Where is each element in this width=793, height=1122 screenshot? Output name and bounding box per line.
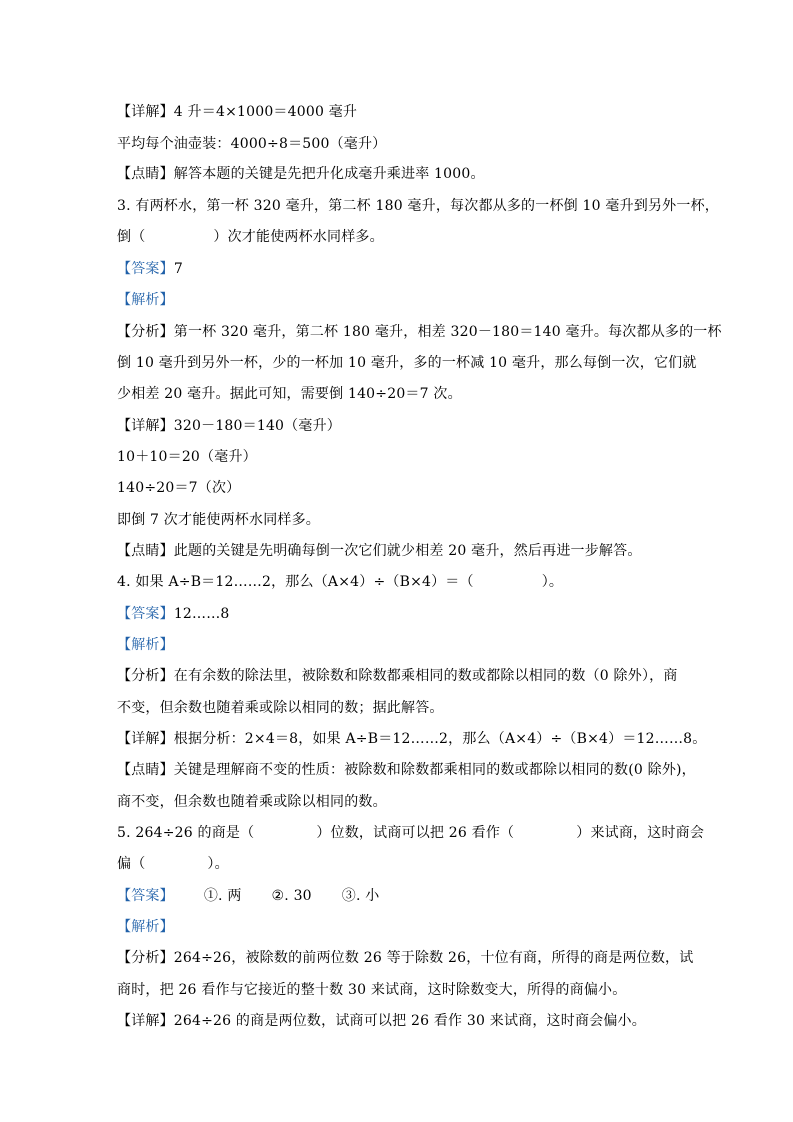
answer-line-3 [117,259,183,279]
analysis-line-4a: 【分析】在有余数的除法里，被除数和除数都乘相同的数或都除以相同的数（0 除外），商 [117,668,678,684]
answer-value-2: ②. 30 [271,888,312,904]
detail-line-3a: 【详解】320－180＝140（毫升） [117,418,341,434]
detail-line-5: 【详解】264÷26 的商是两位数，试商可以把 26 看作 30 来试商，这时商会偏小。 [117,1013,646,1029]
analysis-line-4b: 不变，但余数也随着乘或除以相同的数；据此解答。 [117,700,444,716]
question-3-line-2 [117,227,384,247]
detail-line-3c: 140÷20＝7（次） [117,480,241,496]
analysis-line-3b: 倒 10 毫升到另外一杯，少的一杯加 10 毫升，多的一杯减 10 毫升，那么每倒一次，它们就 [117,355,697,371]
question-4-line [117,572,563,592]
answer-line-4 [117,604,230,624]
average-line: 平均每个油壶装：4000÷8＝500（毫升） [117,136,387,152]
answer-value-3: ③. 小 [341,888,380,904]
answer-tag: 【答案】 [117,606,174,622]
analysis-line-3c: 少相差 20 毫升。据此可知，需要倒 140÷20＝7 次。 [117,386,462,402]
question-5-line-2 [117,854,229,874]
answer-value-1: ①. 两 [203,888,242,904]
q5-text-a: 5. 264÷26 的商是（ [117,825,255,841]
analysis-tag-4: 【解析】 [117,637,174,653]
detail-line-4: 【详解】根据分析：2×4＝8，如果 A÷B＝12……2，那么（A×4）÷（B×4）＝12……8。 [117,731,707,747]
q5-text-c: ）来试商，这时商会 [576,825,705,841]
analysis-tag-3: 【解析】 [117,292,174,308]
analysis-line-5b: 商时，把 26 看作与它接近的整十数 30 来试商，这时除数变大，所得的商偏小。 [117,982,627,998]
point-line-4a: 【点睛】关键是理解商不变的性质：被除数和除数都乘相同的数或都除以相同的数(0 除外)， [117,762,696,778]
answer-value: 7 [173,261,183,277]
q3-text-a: 倒（ [117,229,146,245]
analysis-tag-5: 【解析】 [117,919,174,935]
question-5-line-1 [117,823,704,843]
q4-text-b: ）。 [541,574,564,590]
point-line-1: 【点睛】解答本题的关键是先把升化成毫升乘进率 1000。 [117,166,485,182]
detail-line-3d: 即倒 7 次才能使两杯水同样多。 [117,512,321,528]
q4-text-a: 4. 如果 A÷B＝12……2，那么（A×4）÷（B×4）＝（ [117,574,474,590]
detail-line-1: 【详解】4 升＝4×1000＝4000 毫升 [117,104,358,120]
analysis-line-5a: 【分析】264÷26，被除数的前两位数 26 等于除数 26，十位有商，所得的商是两位数，试 [117,950,694,966]
answer-value: 12……8 [173,606,230,622]
q5-text-d: 偏（ [117,856,146,872]
point-line-4b: 商不变，但余数也随着乘或除以相同的数。 [117,794,387,810]
q5-text-e: ）。 [207,856,229,872]
answer-tag: 【答案】 [117,888,174,904]
point-line-3: 【点睛】此题的关键是先明确每倒一次它们就少相差 20 毫升，然后再进一步解答。 [117,543,642,559]
q5-text-b: ）位数，试商可以把 26 看作（ [316,825,515,841]
detail-line-3b: 10＋10＝20（毫升） [117,449,257,465]
q3-text-b: ）次才能使两杯水同样多。 [213,229,384,245]
answer-tag: 【答案】 [117,261,174,277]
answer-line-5 [117,886,379,906]
question-3-line-1: 3. 有两杯水，第一杯 320 毫升，第二杯 180 毫升，每次都从多的一杯倒 10 毫升到另外一杯， [117,198,719,214]
analysis-line-3a: 【分析】第一杯 320 毫升，第二杯 180 毫升，相差 320－180＝140 毫升。每次都从多的一杯 [117,324,722,340]
